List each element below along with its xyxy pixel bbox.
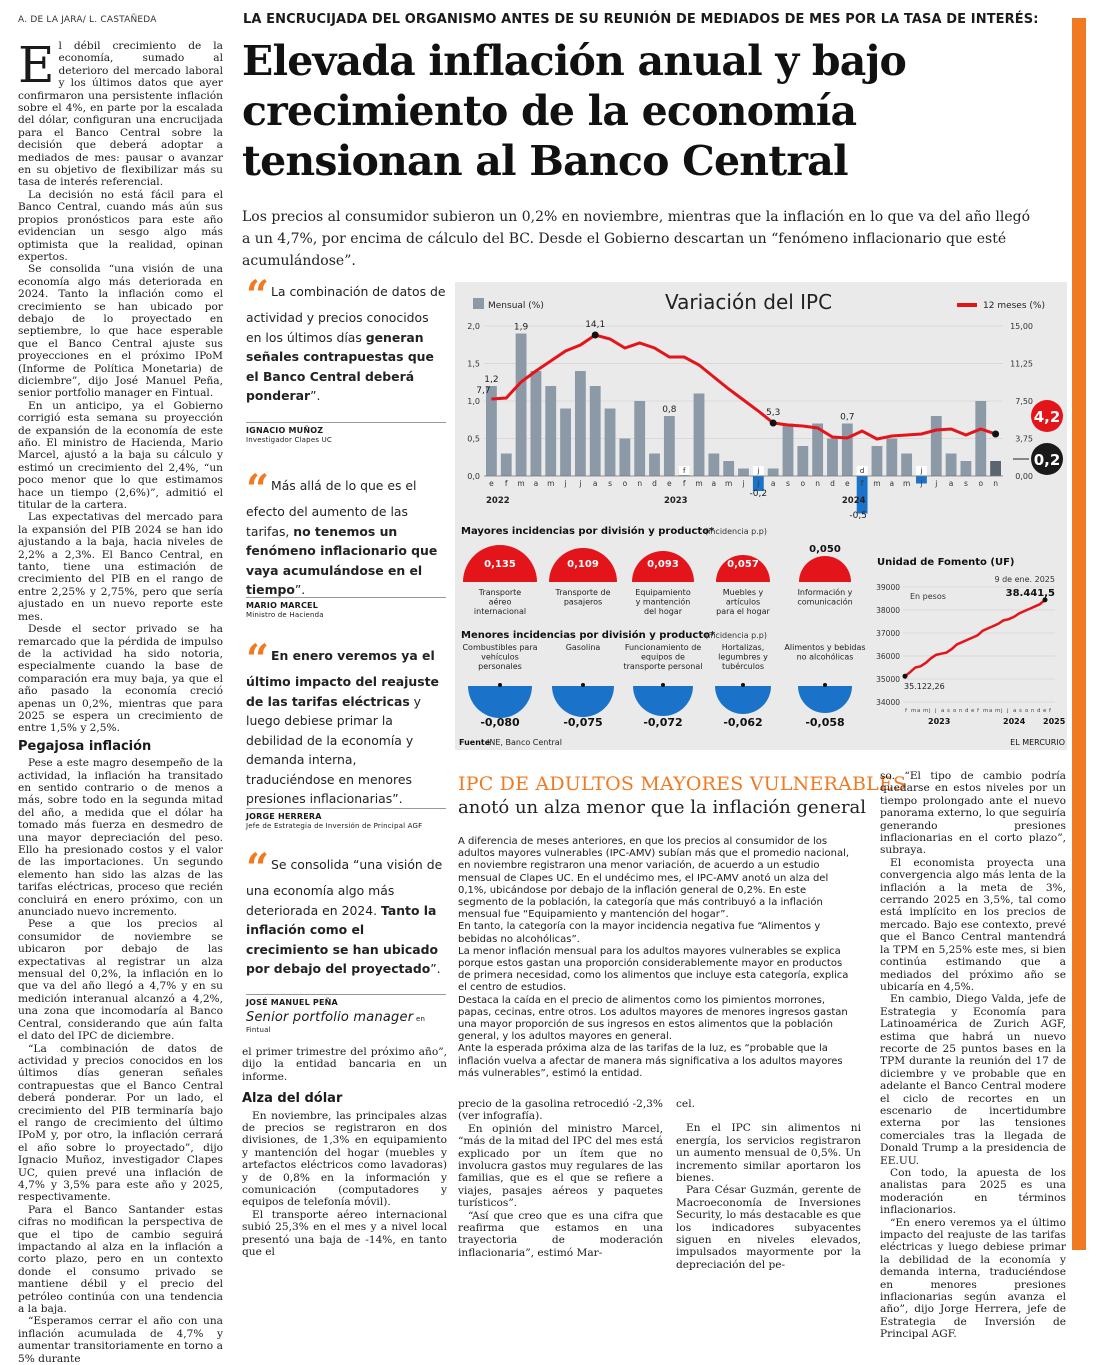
incidence-major-label: Información y (797, 588, 853, 597)
box-p3: La menor inflación mensual para los adultos mayores vulnerables se explica porque estos gastan una proporción considerablemente mayor en productos de primera necesidad, como los alimentos que incluye esta categoría, explica el centro de estudios. (458, 945, 849, 994)
uf-line (905, 600, 1045, 676)
incidence-minor-label: Alimentos y bebidas (784, 643, 866, 652)
quote-4-attribution (246, 994, 446, 1034)
x-tick: m (725, 479, 733, 488)
uf-x-tick: a (941, 708, 945, 714)
col5-p1: so. “El tipo de cambio podría quedarse en estos niveles por un tiempo prolongado ante el nuevo panorama externo, lo que seguiría generando presiones inflacionarias en el corto plazo”, subraya. (880, 770, 1066, 857)
incidence-minor-label: Gasolina (565, 643, 601, 652)
infographic (455, 282, 1067, 750)
quote-2-plain: Más allá de lo que es el efecto del aumento de las tarifas, (246, 478, 417, 539)
quote-2-role: Ministro de Hacienda (246, 611, 324, 619)
label-annual-5-3: 5,3 (765, 408, 781, 418)
incidence-minor-dot (498, 683, 502, 687)
bar (768, 469, 779, 477)
box-subtitle: anotó un alza menor que la inflación general (458, 797, 867, 818)
column-5 (880, 770, 1066, 1341)
bar (975, 401, 986, 476)
bar (931, 416, 942, 476)
uf-y-tick: 39000 (876, 583, 900, 592)
incidence-minor-label: Funcionamiento de (624, 643, 702, 652)
quote-3 (246, 636, 446, 809)
x-tick: d (652, 479, 657, 488)
quote-4-role-italic: Senior portfolio manager (246, 1010, 414, 1025)
x-tick: j (564, 479, 567, 488)
incidence-minor-half (468, 686, 532, 718)
uf-x-tick: n (1031, 708, 1035, 714)
uf-x-tick: n (959, 708, 963, 714)
uf-x-tick: s (947, 708, 950, 714)
incidence-minor-dot (581, 683, 585, 687)
incidence-minor-label: legumbres y (718, 652, 768, 662)
quote-4-name: JOSÉ MANUEL PEÑA (246, 998, 338, 1007)
incidence-minor-label: personales (478, 662, 522, 671)
incidence-major-half (799, 556, 851, 582)
incidence-major-value: 0,135 (484, 559, 516, 570)
bar (545, 386, 556, 476)
incidence-minor-value: -0,075 (563, 716, 603, 729)
incidence-minor-label: transporte personal (623, 662, 703, 671)
uf-x-tick: d (1037, 708, 1041, 714)
incidence-note-2: (incidencia p.p) (705, 631, 767, 640)
quote-4 (246, 845, 446, 979)
uf-x-tick: m (923, 708, 929, 714)
col3-p1: precio de la gasolina retrocedió -2,3% (ver infografía). (458, 1098, 663, 1123)
incidence-minor-dot (741, 683, 745, 687)
bar (723, 461, 734, 476)
month-marker: j (920, 467, 923, 475)
bar (946, 454, 957, 477)
x-tick: j (757, 479, 760, 488)
uf-x-tick: m (995, 708, 1001, 714)
bar (649, 454, 660, 477)
year-label: 2022 (486, 496, 510, 506)
box-p5: Ante la esperada próxima alza de las tarifas de la luz, es “probable que la inflación vuelva a afectar de manera más significativa a los adultos mayores más vulnerables”, estimó la entidad. (458, 1043, 843, 1079)
quote-3-role: Jefe de Estrategia de Inversión de Principal AGF (246, 822, 423, 830)
incidence-minor-label: vehículos (481, 652, 519, 662)
uf-y-tick: 34000 (876, 698, 900, 707)
y-right-tick: 11,25 (1010, 359, 1033, 369)
x-tick: d (830, 479, 835, 488)
x-tick: s (786, 479, 790, 488)
uf-y-tick: 36000 (876, 652, 900, 661)
uf-x-tick: a (989, 708, 993, 714)
uf-y-tick: 37000 (876, 629, 900, 638)
incidence-major-value: 0,093 (647, 559, 679, 570)
y-left-tick: 1,5 (467, 359, 480, 369)
bar (605, 409, 616, 477)
quote-4-plain: Se consolida “una visión de una economía algo más deteriorada en 2024. (246, 857, 443, 918)
col2-p2: En noviembre, las principales alzas de precios se registraron en dos divisiones, de 1,3% en equipamiento y mantención del hogar (muebles y artefactos eléctricos como lavadoras) y de 0,8% en la información y comunicación (computadores y equipos de telefonía móvil). (242, 1109, 447, 1209)
x-tick: e (844, 479, 850, 488)
col2-p1: el primer trimestre del próximo año”, dijo la entidad bancaria en un informe. (242, 1046, 447, 1083)
label-bar-neg-0-5: -0,5 (849, 511, 867, 521)
quote-2-attribution (246, 597, 446, 619)
quote-mark-icon: “ (246, 466, 270, 513)
ipc-chart (455, 282, 1067, 750)
col4-p2: En el IPC sin alimentos ni energía, los servicios registraron un aumento mensual de 0,5%. Un incremento similar aportaron los bienes. (676, 1122, 861, 1185)
col1-p2: La decisión no está fácil para el Banco Central, cuando más aún sus propios pronósticos para este año evidencian un sesgo algo más optimista que la realidad, opinan expertos. (18, 188, 223, 263)
col1-p9: “La combinación de datos de actividad y precios conocidos en los últimos días generan señales contrapuestas que el Banco Central deberá ponderar. Por un lado, el crecimiento del PIB terminaría bajo el rango de crecimiento del último IPoM y, por otro, la inflación cerrará el año sobre lo proyectado”, dijo Ignacio Muñoz, investigador Clapes UC, quien prevé una inflación de 4,7% y 3,5% para este año y 2025, respectivamente. (18, 1042, 223, 1204)
bar (516, 334, 527, 477)
incidence-major-label: internacional (473, 607, 527, 616)
quote-2 (246, 466, 446, 600)
x-tick: n (993, 479, 998, 488)
incidence-minor-half (552, 686, 614, 717)
uf-start-dot (903, 674, 908, 679)
quote-mark-icon: “ (246, 845, 270, 892)
badge-annual-text: 4,2 (1033, 408, 1061, 426)
bar (575, 371, 586, 476)
col1-p6: Desde el sector privado se ha remarcado que la pérdida de impulso de la actividad ha sido notoria, especialmente cuando la base de comparación era muy baja, ya que el año pasado la economía creció apenas un 0,2%, mientras que para 2025 se espera un crecimiento de entre 1,5% y 2,5%. (18, 623, 223, 735)
quote-3-attribution (246, 808, 446, 830)
label-bar-max-2022: 1,2 (484, 375, 499, 385)
uf-year: 2023 (928, 717, 951, 726)
uf-title: Unidad de Fomento (UF) (877, 557, 1015, 568)
x-tick: o (978, 479, 984, 488)
col2-p3: El transporte aéreo internacional subió 25,3% en el mes y a nivel local presentó una baja de -14%, en tanto que el (242, 1208, 447, 1259)
incidence-minor-half (633, 686, 693, 716)
quote-1-plain: La combinación de datos de actividad y precios conocidos en los últimos días (246, 284, 446, 345)
month-marker: f (682, 467, 686, 475)
col4-p1: cel. (676, 1098, 695, 1110)
quote-1-attribution (246, 422, 446, 444)
col3-p3: “Así que creo que es una cifra que reafirma que estamos en una trayectoria de moderación inflacionaria”, estimó Mar- (458, 1209, 663, 1259)
chart-title: Variación del IPC (665, 290, 833, 314)
uf-x-tick: s (1019, 708, 1022, 714)
legend-bar-label: Mensual (%) (488, 301, 544, 311)
headline-part1: Elevada inflación anual y bajo crecimiento de la economía (242, 37, 907, 135)
x-tick: n (637, 479, 643, 488)
incidence-major-title: Mayores incidencias por división y producto* (461, 526, 715, 537)
bar (664, 416, 675, 476)
x-tick: a (533, 479, 539, 488)
bar (783, 424, 794, 477)
quote-1-tail: ”. (310, 388, 321, 403)
quote-2-bold: no tenemos un fenómeno inflacionario que vaya acumulándose en el tiempo (246, 523, 438, 597)
bar (990, 461, 1001, 476)
col1-p10: Para el Banco Santander estas cifras no modifican la perspectiva de que el tipo de cambio seguirá impactando al alza en la inflación a corto plazo, pero en un contexto donde el consumo privado se mantiene débil y el precio del petróleo continúa con una tendencia a la baja. (18, 1203, 223, 1316)
column-4 (676, 1098, 861, 1271)
bar (797, 446, 808, 476)
x-tick: m (695, 479, 703, 488)
bar (634, 401, 645, 476)
col5-p3: En cambio, Diego Valda, jefe de Estrategia y Economía para Latinoamérica de Zurich AGF, estima que habrá un nuevo recorte de 25 puntos bases en la TPM durante la reunión del 17 de diciembre y ve probable que en adelante el Banco Central modere el ciclo de recortes en un escenario de incertidumbre externa por las tensiones comerciales tras la llegada de Donald Trump a la presidencia de EE.UU. (880, 993, 1066, 1167)
x-tick: f (860, 479, 864, 488)
y-right-tick: 3,75 (1015, 434, 1033, 444)
incidence-major-label: del hogar (644, 607, 682, 616)
column-2 (242, 1046, 447, 1259)
col1-p1: l débil crecimiento de la economía, sumado al deterioro del mercado laboral y los últimos datos que ayer confirmaron una persistente inflación sobre el 4%, en parte por la escalada del dólar, configuran una encrucijada para el Banco Central sobre la decisión que deberá adoptar a mediados de mes: pausar o avanzar en su objetivo de flexibilizar más su tasa de interés referencial. (18, 40, 223, 189)
incidence-minor-title: Menores incidencias por división y producto* (461, 630, 716, 641)
incidence-major-label: aéreo (488, 597, 512, 607)
x-tick: f (504, 479, 508, 488)
x-tick: o (800, 479, 806, 488)
bar (530, 371, 541, 476)
year-label: 2023 (663, 496, 688, 506)
y-right-tick: 7,50 (1015, 397, 1033, 406)
byline: A. DE LA JARA/ L. CASTAÑEDA (18, 15, 157, 25)
bar (886, 439, 897, 477)
incidence-minor-value: -0,072 (643, 716, 683, 729)
col1-p7: Pese a este magro desempeño de la actividad, la inflación ha transitado en sentido contrario o de menos a más, sobre todo en la segunda mitad del año, a medida que el dólar ha tomado más fuerza en desmedro de una mayor depreciación del peso. Ello ha presionado costos y el valor de las importaciones. Un segundo elemento han sido las alzas de las tarifas eléctricas, proceso que recién concluirá en enero próximo, con un anunciado nuevo incremento. (18, 757, 223, 919)
uf-x-tick: j (929, 708, 931, 714)
x-tick: j (579, 479, 582, 488)
incidence-minor-half (715, 686, 771, 714)
source-label: Fuente (459, 738, 491, 747)
incidence-major-label: comunicación (797, 597, 853, 607)
incidence-minor-label: no alcohólicas (796, 652, 854, 662)
box-title: IPC DE ADULTOS MAYORES VULNERABLES (458, 773, 907, 795)
bar (590, 386, 601, 476)
incidence-major-value: 0,057 (727, 559, 759, 570)
uf-end-label: 38.441,5 (1005, 588, 1055, 599)
incidence-major-label: artículos (725, 597, 761, 607)
bar (708, 454, 719, 477)
x-tick: m (517, 479, 525, 488)
subhead-alza: Alza del dólar (242, 1091, 343, 1107)
col4-p3: Para César Guzmán, gerente de Macroeconomía de Inversiones Security, lo más destacable es que los indicadores subyacentes siguen en niveles elevados, impulsados mayormente por la depreciación del pe- (676, 1184, 861, 1271)
x-tick: m (547, 479, 555, 488)
deck: Los precios al consumidor subieron un 0,2% en noviembre, mientras que la inflación en lo que va del año llegó a un 4,7%, por encima de cálculo del BC. Desde el Gobierno descartan un “fenómeno inflacionario que esté acumulándose”. (242, 209, 1031, 269)
uf-unit: En pesos (910, 592, 946, 601)
box-p4: Destaca la caída en el precio de alimentos como los pimientos morrones, papas, cecinas, entre otros. Los adultos mayores de menores ingresos gastan una mayor proporción de sus ingresos en estos alimentos que la población general, y los adultos mayores en general. (458, 994, 848, 1043)
incidence-minor-half (798, 686, 852, 713)
month-marker: j (757, 467, 760, 475)
uf-year: 2025 (1043, 717, 1066, 726)
column-3 (458, 1098, 663, 1259)
uf-year: 2024 (1003, 717, 1026, 726)
uf-x-tick: j (1007, 708, 1009, 714)
label-bar-neg-0-2: -0,2 (749, 489, 768, 499)
quote-3-name: JORGE HERRERA (246, 812, 322, 821)
incidence-minor-label: tubérculos (721, 662, 765, 671)
accent-bar (1072, 18, 1086, 1250)
incidence-minor-dot (823, 683, 827, 687)
uf-x-tick: o (1025, 708, 1029, 714)
uf-y-tick: 35000 (876, 675, 900, 684)
x-tick: o (622, 479, 628, 488)
quote-3-bold: En enero veremos ya el último impacto del reajuste de las tarifas eléctricas (246, 648, 439, 709)
incidence-major-label: Muebles y (722, 588, 764, 597)
incidence-major-label: Equipamiento (635, 588, 691, 597)
quote-1-role: Investigador Clapes UC (246, 436, 333, 444)
bar (872, 446, 883, 476)
bar (842, 424, 853, 477)
col1-p5: Las expectativas del mercado para la expansión del PIB 2024 se han ido ajustando a la baja, hacia niveles de 2,2% a 2,3%. El Banco Central, en tanto, tiene una estimación de crecimiento del PIB en el rango de entre 2,25% y 2,75%, pero que sería ajustado en un nuevo reporte este mes. (18, 511, 223, 623)
y-left-tick: 1,0 (467, 397, 480, 406)
uf-end-date: 9 de ene. 2025 (994, 575, 1055, 584)
bar (901, 454, 912, 477)
quote-mark-icon: “ (246, 272, 270, 319)
label-bar-0-7: 0,7 (840, 412, 855, 423)
uf-x-tick: j (1001, 708, 1003, 714)
bar (501, 454, 512, 477)
quote-2-tail: ”. (294, 582, 306, 597)
quote-4-role: en Fintual (246, 1015, 426, 1034)
headline (242, 36, 1042, 186)
dropcap: E (18, 36, 55, 94)
legend-bar-swatch (473, 298, 484, 309)
month-marker: d (859, 467, 865, 475)
badge-monthly-text: 0,2 (1033, 451, 1061, 469)
col5-p2: El economista proyecta una convergencia algo más lenta de la inflación a la meta de 3%, cerrando 2025 en 3,5%, tal como está implícito en los precios de mercado. Bajo ese contexto, prevé que el Banco Central mantendrá la TPM en 5,25% este mes, si bien continúa estimando que a mediados del próximo año se ubicaría en 4,5%. (880, 856, 1066, 993)
y-left-tick: 2,0 (467, 322, 480, 331)
bar (738, 469, 749, 477)
quote-4-bold: Tanto la inflación como el crecimiento se han ubicado por debajo del proyectado (246, 902, 439, 976)
uf-x-tick: j (935, 708, 937, 714)
x-tick: a (711, 479, 717, 488)
uf-x-tick: e (971, 708, 975, 714)
incidence-major-label: Transporte (478, 588, 522, 597)
x-tick: a (948, 479, 954, 488)
incidence-note: (incidencia p.p) (705, 527, 767, 536)
source: INE, Banco Central (487, 738, 562, 747)
incidence-minor-value: -0,062 (723, 716, 763, 729)
box-text (458, 836, 856, 1080)
x-tick: a (889, 479, 895, 488)
x-tick: m (902, 479, 911, 488)
box-p1: A diferencia de meses anteriores, en que los precios al consumidor de los adultos mayores vulnerables (IPC-AMV) subían más que el promedio nacional, en noviembre registraron una menor variación, de acuerdo a un estudio mensual de Clapes UC. En el undécimo mes, el IPC-AMV anotó un alza del 0,1%, ubicándose por debajo de la inflación general de 0,2%. En este segmento de la población, la categoría que más contribuyó a la inflación mensual fue “Equipamiento y mantención del hogar”. (458, 836, 850, 921)
col1-p8: Pese a que los precios al consumidor de noviembre se ubicaron por debajo de las expectativas al registrar un alza mensual del 0,2%, la inflación en lo que va del año llegó a 4,7% y en su medición interanual alcanzó a 4,2%, una zona que incomodaría al Banco Central, considerando que aún falta el dato del IPC de diciembre. (18, 918, 223, 1043)
label-annual-peak: 14,1 (585, 320, 606, 330)
kicker: LA ENCRUCIJADA DEL ORGANISMO ANTES DE SU REUNIÓN DE MEDIADOS DE MES POR LA TASA DE INTERÉS: (243, 12, 1039, 27)
bar (619, 439, 630, 477)
bar (694, 394, 705, 477)
y-right-tick: 0,00 (1015, 472, 1033, 481)
credit: EL MERCURIO (1010, 738, 1065, 747)
x-tick: j (935, 479, 938, 488)
quote-mark-icon: “ (246, 636, 270, 683)
quote-4-tail: ”. (430, 961, 441, 976)
quote-1-bold: generan señales contrapuestas que el Banco Central deberá ponderar (246, 329, 434, 403)
box-p2: En tanto, la categoría con la mayor incidencia negativa fue “Alimentos y bebidas no alcohólicas”. (458, 921, 821, 945)
col5-p4: Con todo, la apuesta de los analistas para 2025 es una moderación en términos inflacionarios. (880, 1167, 1066, 1217)
column-1 (18, 36, 223, 1365)
incidence-major-label: Transporte de (555, 588, 611, 597)
incidence-minor-value: -0,080 (480, 716, 520, 729)
uf-x-tick: e (1043, 708, 1047, 714)
label-bar-1-9: 1,9 (513, 322, 529, 333)
x-tick: s (963, 479, 968, 488)
quote-2-name: MARIO MARCEL (246, 601, 319, 610)
quote-3-tail: y luego debiese primar la debilidad de la economía y demanda interna, traduciéndose en menores presiones inflacionarias”. (246, 693, 422, 806)
quote-1 (246, 272, 446, 406)
uf-x-tick: a (1013, 708, 1017, 714)
uf-x-tick: a (917, 708, 921, 714)
incidence-minor-value: -0,058 (805, 716, 845, 729)
annual-end-dot (992, 431, 999, 438)
x-tick: s (608, 479, 613, 488)
col1-p3: Se consolida “una visión de una economía algo más deteriorada en 2024. Tanto la inflación como el crecimiento se han ubicado por debajo de lo proyectado en septiembre, lo que hace esperable que el Banco Central ajuste sus proyecciones en el próximo IPoM (Informe de Política Monetaria) de diciembre”, dijo José Manuel Peña, senior portfolio manager en Fintual. (18, 263, 223, 400)
headline-bold: tensionan al Banco Central (242, 137, 848, 185)
y-left-tick: 0,0 (467, 472, 480, 481)
incidence-minor-label: equipos de (641, 652, 685, 662)
uf-x-tick: m (983, 708, 989, 714)
col5-p5: “En enero veremos ya el último impacto del reajuste de las tarifas eléctricas y luego debiese primar la debilidad de la economía y demanda interna, traduciéndose en menores presiones inflacionarias según avanza el año”, dijo Jorge Herrera, jefe de Estrategia de Inversión de Principal AGF. (880, 1216, 1066, 1341)
quote-1-name: IGNACIO MUÑOZ (246, 426, 324, 435)
bar (961, 461, 972, 476)
incidence-minor-label: Hortalizas, (721, 643, 765, 652)
incidence-minor-dot (661, 683, 665, 687)
legend-line-label: 12 meses (%) (983, 301, 1045, 311)
annual-mid-dot (770, 420, 777, 427)
incidence-major-value: 0,109 (567, 559, 599, 570)
incidence-minor-label: Combustibles para (462, 643, 538, 652)
bar (560, 409, 571, 477)
label-annual-start: 7,7 (476, 386, 491, 396)
x-tick: a (770, 479, 776, 488)
uf-x-tick: f (905, 708, 907, 714)
col1-p4: En un anticipo, ya el Gobierno corrigió esta semana su proyección de expansión de la economía de este año. El ministro de Hacienda, Mario Marcel, ajustó a la baja su cálculo y estimó un crecimiento del 2,4%, “un poco menor que lo que estimamos hace un tiempo (2,6%)”, admitió el titular de la cartera. (18, 399, 223, 512)
x-tick: e (489, 479, 494, 488)
x-tick: j (742, 479, 745, 488)
incidence-major-value: 0,050 (809, 544, 841, 555)
uf-x-tick: d (965, 708, 969, 714)
x-tick: m (873, 479, 881, 488)
x-tick: f (682, 479, 686, 488)
annual-peak-dot (592, 332, 599, 339)
incidence-major-label: para el hogar (716, 607, 770, 616)
uf-y-tick: 38000 (876, 606, 900, 615)
label-bar-0-8: 0,8 (662, 405, 677, 415)
uf-x-tick: f (977, 708, 979, 714)
col3-p2: En opinión del ministro Marcel, “más de la mitad del IPC del mes está explicado por un ítem que no involucra gastos muy regulares de las familias, que es el que se refiere a viajes, pasajes aéreos y paquetes turísticos”. (458, 1122, 663, 1210)
x-tick: j (920, 479, 923, 488)
x-tick: n (815, 479, 821, 488)
col1-p11: “Esperamos cerrar el año con una inflación acumulada de 4,7% y aumentar transitoriamente en torno a 5% durante (18, 1315, 223, 1365)
uf-start-label: 35.122,26 (904, 682, 945, 692)
uf-x-tick: f (1049, 708, 1051, 714)
uf-x-tick: m (911, 708, 917, 714)
x-tick: a (592, 479, 598, 488)
x-tick: e (667, 479, 672, 488)
uf-x-tick: o (953, 708, 957, 714)
y-right-tick: 15,00 (1010, 322, 1033, 331)
incidence-major-label: y mantención (635, 597, 691, 607)
bar (827, 439, 838, 477)
subhead-pegajosa: Pegajosa inflación (18, 738, 152, 754)
incidence-major-label: pasajeros (563, 597, 603, 607)
year-label: 2024 (841, 496, 866, 506)
y-left-tick: 0,5 (467, 434, 480, 444)
